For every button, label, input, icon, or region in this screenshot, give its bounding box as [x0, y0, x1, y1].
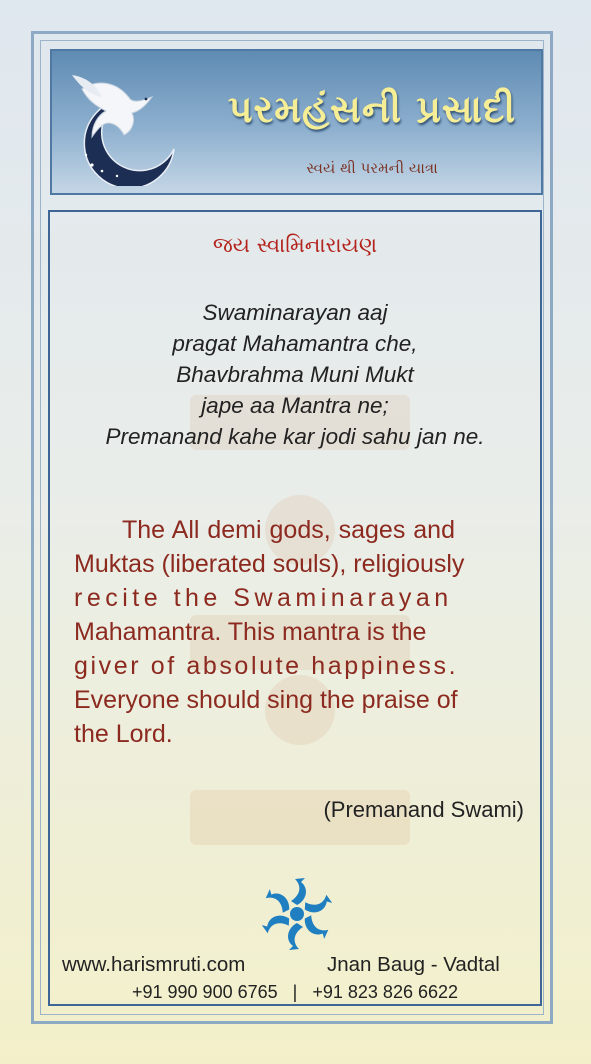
- phone-2[interactable]: +91 823 826 6622: [312, 982, 459, 1002]
- verse-line: pragat Mahamantra che,: [172, 331, 418, 356]
- dove-logo-icon: [62, 61, 182, 186]
- translation-line: Muktas (liberated souls), religiously: [74, 550, 465, 578]
- header-subtitle: સ્વયં થી પરમની યાત્રા: [306, 159, 438, 177]
- header-banner: [50, 49, 543, 195]
- verse-line: Swaminarayan aaj: [202, 300, 388, 325]
- phone-separator: |: [292, 982, 298, 1002]
- verse-line: Premanand kahe kar jodi sahu jan ne.: [105, 424, 485, 449]
- translation-line: recite the Swaminarayan: [74, 584, 453, 612]
- phone-numbers: [48, 982, 542, 1003]
- greeting-text: જય સ્વામિનારાયણ: [212, 233, 378, 257]
- phone-1[interactable]: +91 990 900 6765: [131, 982, 278, 1002]
- translation-line: Everyone should sing the praise of: [74, 686, 458, 714]
- verse-block: [48, 297, 542, 452]
- verse-line: Bhavbrahma Muni Mukt: [176, 362, 414, 387]
- verse-line: jape aa Mantra ne;: [201, 393, 389, 418]
- translation-line: Mahamantra. This mantra is the: [74, 618, 427, 646]
- translation-paragraph: [74, 513, 524, 751]
- header-title: પરમહંસની પ્રસાદી: [227, 87, 517, 131]
- translation-line: the Lord.: [74, 720, 173, 748]
- attribution-text: (Premanand Swami): [323, 797, 524, 822]
- translation-line: The All demi gods, sages and: [122, 516, 455, 544]
- website-link[interactable]: www.harismruti.com: [62, 953, 246, 976]
- translation-line: giver of absolute happiness.: [74, 652, 459, 680]
- location-text: Jnan Baug - Vadtal: [327, 953, 500, 976]
- swirl-emblem-icon: [262, 876, 332, 950]
